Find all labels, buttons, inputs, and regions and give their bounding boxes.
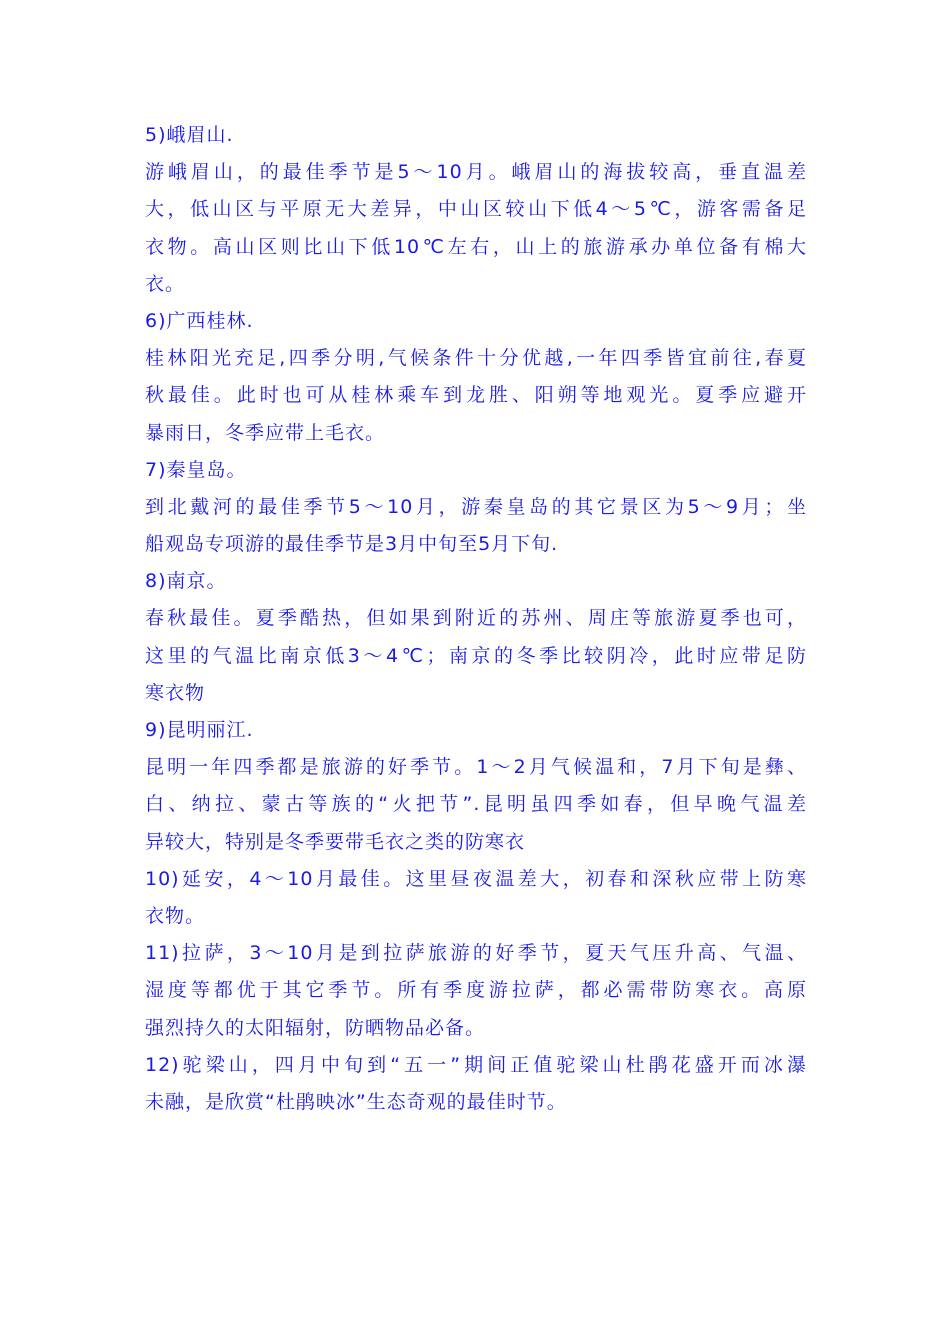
paragraph-line: 白、纳拉、蒙古等族的“火把节”.昆明虽四季如春，但早晚气温差 bbox=[145, 793, 807, 816]
paragraph-line: 衣物。 bbox=[145, 904, 206, 927]
paragraph-line: 这里的气温比南京低3～4℃；南京的冬季比较阴冷，此时应带足防 bbox=[145, 644, 807, 667]
paragraph-line: 异较大，特别是冬季要带毛衣之类的防寒衣 bbox=[145, 830, 526, 853]
item-yanan: 10)延安，4～10月最佳。这里昼夜温差大，初春和深秋应带上防寒 bbox=[145, 867, 807, 890]
item-tuoliangshan: 12)驼梁山，四月中旬到“五一”期间正值驼梁山杜鹃花盛开而冰瀑 bbox=[145, 1053, 807, 1076]
paragraph-line: 衣。 bbox=[145, 272, 186, 295]
paragraph-line: 衣物。高山区则比山下低10℃左右，山上的旅游承办单位备有棉大 bbox=[145, 235, 807, 258]
paragraph-line: 秋最佳。此时也可从桂林乘车到龙胜、阳朔等地观光。夏季应避开 bbox=[145, 384, 807, 407]
paragraph-line: 游峨眉山，的最佳季节是5～10月。峨眉山的海拔较高，垂直温差 bbox=[145, 161, 807, 184]
paragraph-line: 桂林阳光充足,四季分明,气候条件十分优越,一年四季皆宜前往,春夏 bbox=[145, 347, 807, 370]
paragraph-line: 强烈持久的太阳辐射，防晒物品必备。 bbox=[145, 1016, 486, 1039]
paragraph-line: 未融，是欣赏“杜鹃映冰”生态奇观的最佳时节。 bbox=[145, 1090, 567, 1113]
paragraph-line: 暴雨日，冬季应带上毛衣。 bbox=[145, 421, 386, 444]
paragraph-line: 船观岛专项游的最佳季节是3月中旬至5月下旬. bbox=[145, 533, 559, 556]
item-lhasa: 11)拉萨，3～10月是到拉萨旅游的好季节，夏天气压升高、气温、 bbox=[145, 942, 807, 965]
heading-guilin: 6)广西桂林. bbox=[145, 309, 254, 332]
paragraph-line: 春秋最佳。夏季酷热，但如果到附近的苏州、周庄等旅游夏季也可， bbox=[145, 607, 807, 630]
paragraph-line: 寒衣物 bbox=[145, 681, 206, 704]
paragraph-line: 湿度等都优于其它季节。所有季度游拉萨，都必需带防寒衣。高原 bbox=[145, 979, 807, 1002]
paragraph-line: 大，低山区与平原无大差异，中山区较山下低4～5℃，游客需备足 bbox=[145, 198, 807, 221]
document-body bbox=[145, 117, 807, 1121]
paragraph-line: 昆明一年四季都是旅游的好季节。1～2月气候温和，7月下旬是彝、 bbox=[145, 756, 807, 779]
heading-nanjing: 8)南京。 bbox=[145, 570, 227, 593]
heading-kunming-lijiang: 9)昆明丽江. bbox=[145, 719, 254, 741]
paragraph-line: 到北戴河的最佳季节5～10月，游秦皇岛的其它景区为5～9月；坐 bbox=[145, 495, 807, 518]
heading-qinhuangdao: 7)秦皇岛。 bbox=[145, 458, 247, 481]
heading-emeishan: 5)峨眉山. bbox=[145, 124, 234, 146]
